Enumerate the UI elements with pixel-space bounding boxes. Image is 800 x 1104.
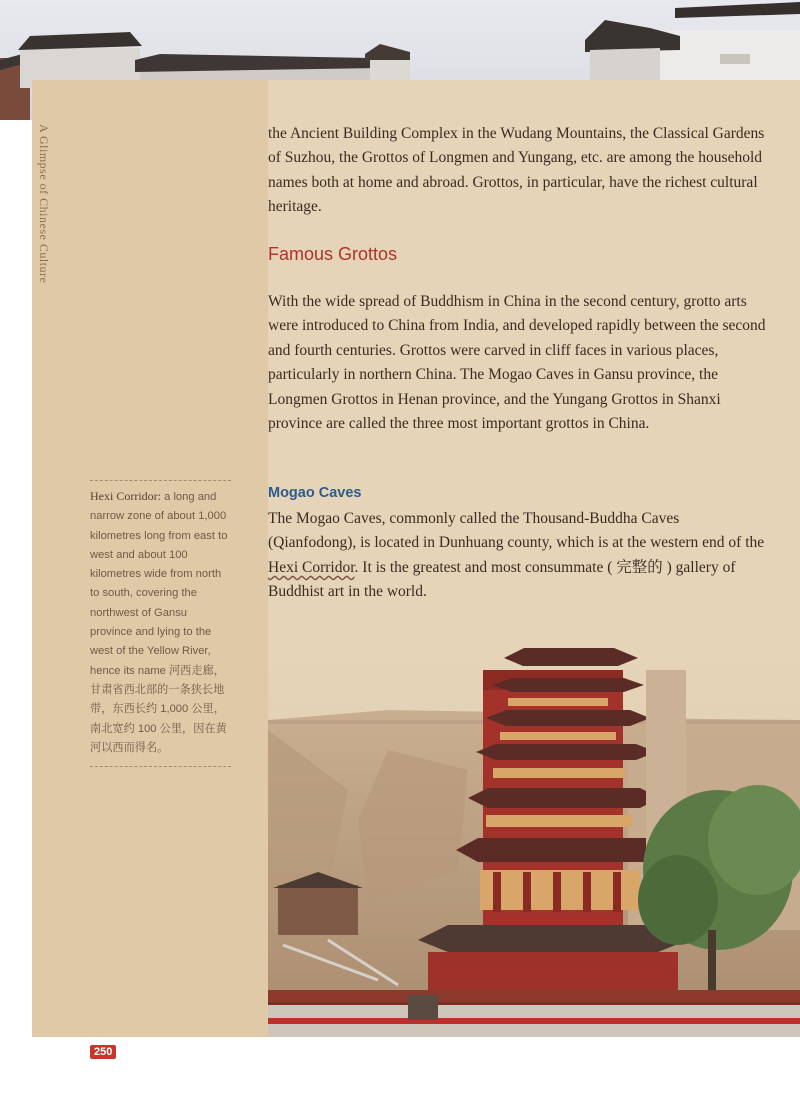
glossary-note	[90, 480, 231, 767]
famous-grottos-paragraph: With the wide spread of Buddhism in China in the second century, grotto arts were introduced to China from India, and developed rapidly between the second and fourth centuries. Grottos were carved in cliff faces in various places, particularly in northern China. The Mogao Caves in Gansu province, the Longmen Grottos in Henan province, and the Yungang Grottos in Shanxi province are called the three most important grottos in China.	[268, 293, 766, 433]
mogao-text-end: . It is the greatest and most consummate ( 完整的 ) gallery of Buddhist art in the world.	[268, 558, 736, 601]
intro-paragraph: the Ancient Building Complex in the Wudang Mountains, the Classical Gardens of Suzhou, the Grottos of Longmen and Yungang, etc. are among the household names both at home and abroad. Grottos, in particular, have the richest cultural heritage.	[268, 125, 765, 216]
famous-grottos-heading: Famous Grottos	[268, 244, 398, 264]
mogao-caves-paragraph	[268, 507, 768, 605]
mogao-caves-heading: Mogao Caves	[268, 485, 362, 501]
glossary-definition: a long and narrow zone of about 1,000 kilometres long from east to west and about 100 kilometres wide from north to south, covering the northwest of Gansu province and lying to the west of the Yellow River, hence its name 河西走廊，甘肃省西北部的一条狭长地带，东西长约 1,000 公里，南北宽约 100 公里，因在黄河以西而得名。	[90, 491, 228, 754]
section-running-title: A Glimpse of Chinese Culture	[37, 124, 51, 284]
hexi-corridor-term: Hexi Corridor	[268, 558, 355, 576]
mogao-text-start: The Mogao Caves, commonly called the Thousand-Buddha Caves (Qianfodong), is located in Dunhuang county, which is at the western end of the	[268, 510, 765, 552]
mogao-caves-photo	[268, 640, 800, 1037]
page-number: 250	[90, 1045, 116, 1059]
glossary-term: Hexi Corridor:	[90, 489, 161, 503]
